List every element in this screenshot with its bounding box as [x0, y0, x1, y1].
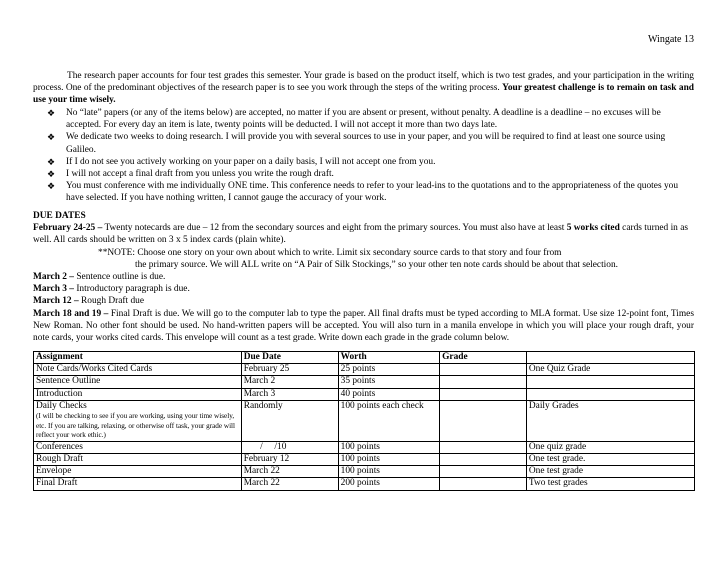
list-item-text: I will not accept a final draft from you unless you write the rough draft. [66, 169, 334, 180]
due-text: Twenty notecards are due – 12 from the secondary sources and eight from the primary sources. You must also have at least [102, 223, 567, 234]
assignment-cell [34, 400, 242, 441]
diamond-bullet-icon: ❖ [47, 132, 56, 143]
table-row [34, 388, 695, 400]
due-date-cell: / /10 [241, 441, 338, 453]
table-row [34, 478, 695, 490]
note-line-2: the primary source. We will ALL write on “A Pair of Silk Stockings,” so your other ten note cards should be about that selection. [135, 259, 618, 270]
diamond-bullet-icon: ❖ [47, 181, 56, 192]
assignment-cell: Rough Draft [34, 454, 242, 466]
diamond-bullet-icon: ❖ [47, 108, 56, 118]
rules-list [33, 107, 694, 205]
due-dates-section [33, 210, 694, 344]
list-item-text: We dedicate two weeks to doing research. I will provide you with several sources to use in your paper, and you will be required to find at least one source using Galileo. [66, 132, 666, 155]
assignment-cell: Introduction [34, 388, 242, 400]
column-header: Worth [340, 352, 367, 362]
due-date-cell: March 2 [241, 376, 338, 388]
grade-cell[interactable] [440, 441, 527, 453]
note-cell: One Quiz Grade [526, 364, 694, 376]
list-item [33, 180, 694, 204]
due-label: March 18 and 19 – [33, 308, 109, 319]
due-date-cell: February 12 [241, 454, 338, 466]
due-text: Final Draft is due. We will go to the computer lab to type the paper. All final drafts must be typed according to MLA format. Use size 12-point font, Times New Roman. No other font should be used. No hand-written papers will be accepted. You will also turn in a manila envelope in which you will place your rough draft, your note cards, your works cited cards. This envelope will count as a test grade. Write down each grade in the grade column below. [33, 308, 694, 344]
table-row [34, 364, 695, 376]
due-march-18 [33, 308, 694, 345]
worth-cell: 100 points [338, 441, 439, 453]
grade-cell[interactable] [440, 376, 527, 388]
note-cell: One test grade [526, 466, 694, 478]
grades-table [33, 351, 695, 491]
table-header-row [34, 352, 695, 364]
due-label: March 3 – [33, 284, 74, 295]
column-header: Grade [442, 352, 468, 362]
grade-cell[interactable] [440, 364, 527, 376]
list-item [33, 131, 694, 155]
diamond-bullet-icon: ❖ [47, 169, 56, 180]
table-row [34, 400, 695, 441]
grade-cell[interactable] [440, 388, 527, 400]
due-label: March 12 – [33, 296, 79, 307]
note-cell [526, 376, 694, 388]
assignment-cell: Envelope [34, 466, 242, 478]
due-label: March 2 – [33, 272, 74, 283]
due-text: Introductory paragraph is due. [73, 284, 190, 295]
list-item [33, 156, 694, 168]
due-date-cell: February 25 [241, 364, 338, 376]
worth-cell: 40 points [338, 388, 439, 400]
due-date-cell: Randomly [241, 400, 338, 441]
due-date-cell: March 22 [241, 466, 338, 478]
due-text: Rough Draft due [78, 296, 145, 307]
list-item-text: If I do not see you actively working on your paper on a daily basis, I will not accept one from you. [66, 156, 436, 167]
due-march-12 [33, 295, 694, 307]
list-item-text: You must conference with me individually ONE time. This conference needs to refer to your lead-ins to the quotations and to the appropriateness of the quotes you have selected. If you have nothing written, I cannot gauge the accuracy of your work. [66, 181, 679, 204]
due-february [33, 222, 694, 246]
list-item-text: No “late” papers (or any of the items below) are accepted, no matter if you are absent or present, without penalty. A deadline is a deadline – no excuses will be accepted. For every day an item is late, twenty points will be deducted. I will not accept it more than two days late. [66, 108, 661, 131]
table-row [34, 441, 695, 453]
list-item [33, 107, 694, 131]
due-march-2 [33, 271, 694, 283]
diamond-bullet-icon: ❖ [47, 156, 56, 167]
column-header: Due Date [243, 352, 281, 362]
note-cell: One test grade. [526, 454, 694, 466]
table-row [34, 454, 695, 466]
assignment-label: Daily Checks [36, 400, 87, 411]
grade-cell[interactable] [440, 466, 527, 478]
list-item [33, 168, 694, 180]
note-cell [526, 388, 694, 400]
worth-cell: 35 points [338, 376, 439, 388]
due-text: Sentence outline is due. [73, 272, 166, 283]
due-dates-heading: DUE DATES [33, 211, 86, 221]
grade-cell[interactable] [440, 400, 527, 441]
due-march-3 [33, 283, 694, 295]
assignment-cell: Conferences [34, 441, 242, 453]
page-header: Wingate 13 [648, 34, 694, 45]
note-cell: Daily Grades [526, 400, 694, 441]
due-label: February 24-25 – [33, 223, 103, 234]
due-text: cards turned in as well. All cards should be written on 3 x 5 index cards (plain white). [33, 223, 689, 246]
note-cell: One quiz grade [526, 441, 694, 453]
due-bold-text: 5 works cited [566, 223, 620, 234]
grade-cell[interactable] [440, 454, 527, 466]
assignment-detail: (I will be checking to see if you are working, using your time wisely, etc. If you are talking, relaxing, or otherwise off task, your grade will reflect your work ethic.) [36, 412, 236, 440]
due-date-cell: March 3 [241, 388, 338, 400]
due-date-cell: March 22 [241, 478, 338, 490]
intro-bold-text: Your greatest challenge is to remain on task and use your time wisely. [33, 83, 694, 106]
worth-cell: 100 points each check [338, 400, 439, 441]
note-cell: Two test grades [526, 478, 694, 490]
worth-cell: 25 points [338, 364, 439, 376]
note-line-1: **NOTE: Choose one story on your own about which to write. Limit six secondary source cards to that story and four from [98, 247, 562, 258]
intro-paragraph [33, 70, 694, 107]
worth-cell: 100 points [338, 454, 439, 466]
worth-cell: 100 points [338, 466, 439, 478]
table-row [34, 466, 695, 478]
column-header: Assignment [36, 352, 83, 362]
assignment-cell: Note Cards/Works Cited Cards [34, 364, 242, 376]
intro-text: The research paper accounts for four test grades this semester. Your grade is based on the product itself, which is two test grades, and your participation in the writing process. One of the predominant objectives of the research paper is to see you work through the steps of the writing process. [33, 71, 694, 94]
table-row [34, 376, 695, 388]
assignment-cell: Sentence Outline [34, 376, 242, 388]
assignment-cell: Final Draft [34, 478, 242, 490]
grade-cell[interactable] [440, 478, 527, 490]
worth-cell: 200 points [338, 478, 439, 490]
